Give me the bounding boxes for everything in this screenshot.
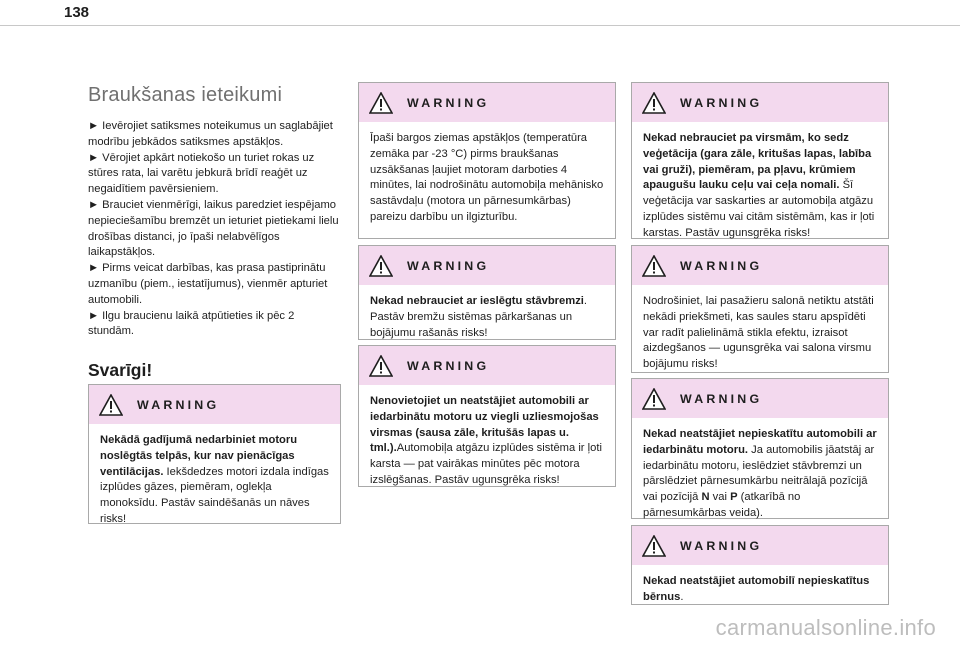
- warning-triangle-icon: [642, 535, 666, 557]
- warning-header: [632, 379, 888, 418]
- warning-normal-text: Automobiļa atgāzu izplūdes sistēma ir ļoti karsta — pat vairākas minūtes pēc motora izslēgšanas. Pastāv ugunsgrēka risks!: [370, 442, 602, 486]
- warning-triangle-icon: [369, 255, 393, 277]
- warning-box: [358, 82, 616, 239]
- warning-normal-text: (atkarībā no pārnesumkārbas veida).: [643, 491, 801, 519]
- warning-bold-text: Nekādā gadījumā nedarbiniet motoru noslēgtās telpās, kur nav pienācīgas ventilācijas.: [100, 434, 298, 478]
- warning-header: [632, 246, 888, 285]
- warning-box: [88, 384, 341, 524]
- warning-label: WARNING: [137, 397, 220, 412]
- warning-label: WARNING: [680, 391, 763, 406]
- warning-box: [631, 378, 889, 519]
- warning-normal-text: Nodrošiniet, lai pasažieru salonā netiktu atstāti nekādi priekšmeti, kas saules staru apspīdēti var radīt palielināmā stikla efektu, izraisot aizdegšanos — ugunsgrēka vai salona virsmu bojājumu risks!: [643, 295, 874, 371]
- warning-text: [632, 122, 888, 250]
- warning-header: [632, 526, 888, 565]
- warning-header: [632, 83, 888, 122]
- warning-label: WARNING: [407, 95, 490, 110]
- section-title: Braukšanas ieteikumi: [88, 84, 283, 106]
- warning-triangle-icon: [369, 92, 393, 114]
- intro-column: [88, 84, 340, 403]
- warning-triangle-icon: [642, 255, 666, 277]
- warning-triangle-icon: [369, 355, 393, 377]
- warning-normal-text: Šī veģetācija var saskarties ar automobiļa atgāzu izplūdes sistēmu vai citām sistēmām, kas ir ļoti karstas. Pastāv ugunsgrēka risks!: [643, 179, 875, 239]
- warning-triangle-icon: [642, 388, 666, 410]
- warning-text: [89, 424, 340, 536]
- warning-bold-text: Nenovietojiet un neatstājiet automobili ar iedarbinātu motoru uz viegli uzliesmojošas virsmas (sausa zāle, kritušās lapas u. tml.).: [370, 395, 599, 455]
- page-number: 138: [64, 4, 90, 21]
- warning-text: [359, 122, 615, 234]
- warning-label: WARNING: [680, 258, 763, 273]
- warning-bold-text: Nekad neatstājiet automobilī nepieskatītus bērnus: [643, 575, 870, 603]
- warning-text: [359, 285, 615, 349]
- warning-header: [359, 346, 615, 385]
- header-divider: [0, 25, 960, 26]
- warning-triangle-icon: [99, 394, 123, 416]
- warning-text: [632, 418, 888, 530]
- warning-text: [632, 285, 888, 381]
- warning-box: [358, 245, 616, 340]
- warning-triangle-icon: [642, 92, 666, 114]
- warning-text: [632, 565, 888, 614]
- warning-bold-text: N: [701, 491, 710, 504]
- warning-label: WARNING: [680, 95, 763, 110]
- list-item: ► Ievērojiet satiksmes noteikumus un saglabājiet modrību jebkādos satiksmes apstākļos.: [88, 120, 333, 148]
- warning-normal-text: vai: [709, 491, 731, 504]
- warning-bold-text: Nekad nebrauciet pa virsmām, ko sedz veģetācija (gara zāle, kritušas lapas, labība vai gruži), piemēram, pa pļavu, krūmiem apaugušu lauku ceļu vai ceļa nomali.: [643, 132, 872, 192]
- subsection-title: Svarīgi!: [88, 360, 153, 381]
- warning-box: [631, 82, 889, 239]
- warning-bold-text: Nekad nebrauciet ar ieslēgtu stāvbremzi: [370, 295, 584, 307]
- warning-bold-text: Nekad neatstājiet nepieskatītu automobili ar iedarbinātu motoru.: [643, 428, 877, 456]
- warning-header: [359, 246, 615, 285]
- warning-text: [359, 385, 615, 497]
- advice-list: [88, 119, 340, 340]
- warning-normal-text: .: [680, 590, 684, 603]
- warning-box: [358, 345, 616, 487]
- warning-box: [631, 245, 889, 373]
- warning-header: [89, 385, 340, 424]
- warning-box: [631, 525, 889, 605]
- warning-normal-text: . Pastāv bremžu sistēmas pārkaršanas un bojājumu rašanās risks!: [370, 295, 587, 339]
- list-item: ► Ilgu braucienu laikā atpūtieties ik pēc 2 stundām.: [88, 309, 295, 338]
- list-item: ► Brauciet vienmērīgi, laikus paredziet iespējamo nepieciešamību bremzēt un ieturiet pietiekami lielu drošības distanci, jo īpaši nelabvēlīgos laikapstākļos.: [88, 198, 339, 259]
- list-item: ► Pirms veicat darbības, kas prasa pastiprinātu uzmanību (piem., iestatījumus), vienmēr apturiet automobili.: [88, 262, 328, 306]
- warning-normal-text: Iekšdedzes motori izdala indīgas izplūdes gāzes, piemēram, oglekļa monoksīdu. Pastāv saindēšanās un nāves risks!: [100, 465, 329, 525]
- list-item: ► Vērojiet apkārt notiekošo un turiet rokas uz stūres rata, lai varētu jebkurā brīdī reaģēt uz negaidītiem pavērsieniem.: [88, 151, 315, 196]
- footer-watermark: carmanualsonline.info: [715, 615, 936, 640]
- warning-label: WARNING: [407, 358, 490, 373]
- warning-normal-text: Ja automobilis jāatstāj ar iedarbinātu motoru, ieslēdziet stāvbremzi un pārslēdziet pārnesumkārbu neitrālajā pozīcijā vai pozīcijā: [643, 443, 875, 504]
- warning-bold-text: P: [730, 491, 738, 504]
- warning-header: [359, 83, 615, 122]
- warning-normal-text: Īpaši bargos ziemas apstākļos (temperatūra zemāka par -23 °C) pirms braukšanas uzsākšanas ļaujiet motoram darboties 4 minūtes, lai nodrošinātu automobiļa mehānisko sastāvdaļu (motora un pārnesumkārbas) pareizu darbību un ilgizturību.: [370, 132, 604, 223]
- warning-label: WARNING: [680, 538, 763, 553]
- warning-label: WARNING: [407, 258, 490, 273]
